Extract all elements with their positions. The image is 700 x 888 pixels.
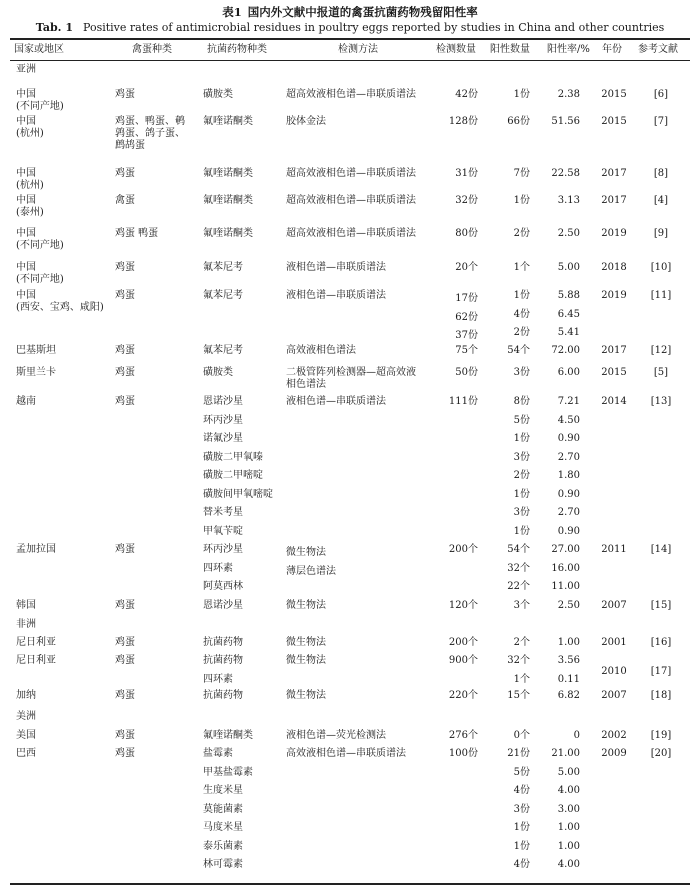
country-cell: 中国 (杭州)	[16, 168, 44, 191]
positive-count-cell: 21份	[507, 748, 530, 759]
reference-cell: [12]	[650, 345, 672, 356]
sample-count-cell: 100份	[448, 748, 478, 759]
section-africa: 非洲	[16, 619, 36, 630]
sample-count-cell: 42份	[455, 89, 478, 100]
country-cell: 巴基斯坦	[16, 345, 56, 356]
year-cell: 2015	[601, 89, 627, 100]
reference-cell: [13]	[650, 396, 672, 407]
positive-count-cell: 1份	[513, 195, 530, 206]
country-cell: 越南	[16, 396, 36, 407]
method-cell: 超高效液相色谱—串联质谱法	[286, 168, 416, 179]
drug-cell: 生度米星	[203, 785, 243, 796]
positive-rate-cell: 3.13	[557, 195, 580, 206]
method-cell: 超高效液相色谱—串联质谱法	[286, 89, 416, 100]
positive-rate-cell: 22.58	[551, 168, 580, 179]
country-cell: 中国 (西安、宝鸡、咸阳)	[16, 290, 104, 313]
reference-cell: [4]	[653, 195, 669, 206]
method-cell: 超高效液相色谱—串联质谱法	[286, 228, 416, 239]
positive-count-cell: 15个	[507, 690, 530, 701]
positive-count-cell: 4份	[513, 859, 530, 870]
reference-cell: [16]	[650, 637, 672, 648]
header-method: 检测方法	[338, 44, 378, 55]
positive-count-cell: 7份	[513, 168, 530, 179]
positive-rate-cell: 72.00	[551, 345, 580, 356]
header-positive-rate: 阳性率/%	[547, 44, 590, 55]
drug-cell: 磺胺类	[203, 89, 233, 100]
drug-cell: 泰乐菌素	[203, 840, 243, 852]
reference-cell: [11]	[650, 290, 672, 301]
method-cell: 二极管阵列检测器—超高效液 相色谱法	[286, 367, 416, 390]
drug-cell: 恩诺沙星	[203, 396, 243, 407]
header-year: 年份	[602, 44, 622, 55]
positive-rate-cell: 2.50	[557, 600, 580, 611]
caption-zh-title: 国内外文献中报道的禽蛋抗菌药物残留阳性率	[247, 5, 478, 19]
country-cell: 孟加拉国	[16, 544, 56, 555]
country-cell: 韩国	[16, 600, 36, 611]
header-egg-type: 禽蛋种类	[132, 44, 172, 55]
year-cell: 2019	[601, 228, 627, 239]
year-cell: 2019	[601, 290, 627, 301]
year-cell: 2018	[601, 262, 627, 273]
year-cell: 2014	[601, 396, 627, 407]
year-cell: 2009	[601, 748, 627, 759]
positive-count-cell: 32个	[507, 562, 530, 574]
egg-type-cell: 鸡蛋	[115, 600, 135, 611]
sample-count-cell: 50份	[455, 367, 478, 378]
positive-rate-cell: 0.90	[557, 525, 580, 537]
bottom-rule	[10, 883, 690, 885]
positive-rate-cell: 21.00	[551, 748, 580, 759]
positive-count-cell: 3份	[513, 803, 530, 815]
positive-count-cell: 0个	[513, 730, 530, 741]
header-reference: 参考文献	[638, 44, 678, 55]
year-cell: 2007	[601, 690, 627, 701]
year-cell: 2015	[601, 116, 627, 127]
positive-rate-cell: 27.00	[551, 544, 580, 555]
positive-rate-cell: 1.00	[557, 822, 580, 833]
drug-cell: 氟喹诺酮类	[203, 730, 253, 741]
drug-cell: 盐霉素	[203, 748, 233, 759]
egg-type-cell: 鸡蛋	[115, 690, 135, 701]
drug-cell: 抗菌药物	[203, 637, 243, 648]
reference-cell: [9]	[653, 228, 669, 239]
method-cell: 微生物法	[286, 637, 326, 648]
positive-count-cell: 1份	[513, 89, 530, 100]
positive-count-cell: 2个	[513, 637, 530, 648]
positive-count-cell: 22个	[507, 581, 530, 592]
egg-type-cell: 禽蛋	[115, 195, 135, 206]
caption-en-title: Positive rates of antimicrobial residues in poultry eggs reported by studies in China and other countries	[82, 21, 665, 34]
positive-rate-cell: 2.70	[557, 451, 580, 463]
drug-cell: 恩诺沙星	[203, 600, 243, 611]
positive-count-cell: 66份	[507, 116, 530, 127]
positive-count-cell: 2份	[513, 470, 530, 481]
year-cell: 2007	[601, 600, 627, 611]
positive-rate-cell: 1.80	[557, 470, 580, 481]
positive-rate-cell: 4.00	[557, 785, 580, 796]
positive-rate-cell: 5.00	[557, 766, 580, 778]
positive-count-cell: 3个	[513, 600, 530, 611]
country-cell: 中国 (泰州)	[16, 195, 44, 218]
positive-rate-cell: 5.88	[557, 290, 580, 301]
sample-count-cell: 200个	[448, 637, 478, 648]
sample-count-cell: 80份	[455, 228, 478, 239]
reference-cell: [14]	[650, 544, 672, 555]
drug-cell: 磺胺类	[203, 367, 233, 378]
sample-count-cell: 31份	[455, 168, 478, 179]
reference-cell: [17]	[650, 666, 672, 677]
section-america: 美洲	[16, 711, 36, 722]
sample-count-cell: 20个	[455, 262, 478, 273]
country-cell: 中国 (杭州)	[16, 116, 44, 139]
positive-rate-cell: 16.00	[551, 562, 580, 574]
positive-count-cell: 4份	[513, 785, 530, 796]
drug-cell: 替米考星	[203, 507, 243, 518]
drug-cell: 氟喹诺酮类	[203, 228, 253, 239]
positive-count-cell: 1份	[513, 488, 530, 500]
sample-count-cell: 276个	[448, 730, 478, 741]
drug-cell: 氟苯尼考	[203, 262, 243, 273]
positive-rate-cell: 2.70	[557, 507, 580, 518]
positive-count-cell: 1份	[513, 840, 530, 852]
positive-count-cell: 54个	[507, 544, 530, 555]
drug-cell: 抗菌药物	[203, 655, 243, 666]
sample-count-cell: 200个	[448, 544, 478, 555]
sample-count-cell: 17份 62份 37份	[455, 293, 478, 341]
method-cell: 超高效液相色谱—串联质谱法	[286, 195, 416, 206]
method-cell: 胶体金法	[286, 116, 326, 127]
drug-cell: 甲基盐霉素	[203, 766, 253, 778]
egg-type-cell: 鸡蛋、鸭蛋、鹌 鹑蛋、鸽子蛋、 鹧鸪蛋	[115, 116, 185, 151]
positive-count-cell: 2份	[513, 327, 530, 338]
sample-count-cell: 220个	[448, 690, 478, 701]
positive-count-cell: 2份	[513, 228, 530, 239]
header-positive-count: 阳性数量	[490, 44, 530, 55]
positive-rate-cell: 0.90	[557, 488, 580, 500]
country-cell: 加纳	[16, 690, 36, 701]
year-cell: 2011	[601, 544, 627, 555]
caption-zh-number: 表1	[222, 5, 242, 19]
sample-count-cell: 75个	[455, 345, 478, 356]
caption-en-number: Tab. 1	[35, 21, 73, 34]
method-cell: 液相色谱—串联质谱法	[286, 262, 386, 273]
drug-cell: 莫能菌素	[203, 803, 243, 815]
method-cell: 液相色谱—荧光检测法	[286, 730, 386, 741]
positive-count-cell: 1份	[513, 433, 530, 444]
drug-cell: 阿莫西林	[203, 581, 243, 592]
reference-cell: [8]	[653, 168, 669, 179]
method-cell: 液相色谱—串联质谱法	[286, 290, 386, 301]
caption-zh	[0, 4, 700, 20]
positive-count-cell: 5份	[513, 414, 530, 426]
positive-count-cell: 3份	[513, 451, 530, 463]
method-cell: 高效液相色谱法	[286, 345, 356, 356]
positive-count-cell: 5份	[513, 766, 530, 778]
drug-cell: 氟喹诺酮类	[203, 116, 253, 127]
positive-rate-cell: 0.90	[557, 433, 580, 444]
positive-rate-cell: 1.00	[557, 637, 580, 648]
country-cell: 中国 (不同产地)	[16, 262, 64, 285]
drug-cell: 林可霉素	[203, 859, 243, 870]
reference-cell: [19]	[650, 730, 672, 741]
positive-count-cell: 3份	[513, 367, 530, 378]
positive-count-cell: 8份	[513, 396, 530, 407]
year-cell: 2001	[601, 637, 627, 648]
reference-cell: [5]	[653, 367, 669, 378]
header-drug-type: 抗菌药物种类	[207, 44, 267, 55]
positive-rate-cell: 7.21	[557, 396, 580, 407]
year-cell: 2002	[601, 730, 627, 741]
drug-cell: 氟喹诺酮类	[203, 168, 253, 179]
drug-cell: 环丙沙星	[203, 414, 243, 426]
positive-count-cell: 3份	[513, 507, 530, 518]
country-cell: 尼日利亚	[16, 655, 56, 666]
method-cell: 微生物法	[286, 655, 326, 666]
positive-count-cell: 1份	[513, 290, 530, 301]
reference-cell: [20]	[650, 748, 672, 759]
reference-cell: [7]	[653, 116, 669, 127]
positive-rate-cell: 3.00	[557, 803, 580, 815]
positive-rate-cell: 3.56	[557, 655, 580, 666]
egg-type-cell: 鸡蛋	[115, 168, 135, 179]
sample-count-cell: 111份	[448, 396, 478, 407]
drug-cell: 诺氟沙星	[203, 433, 243, 444]
positive-rate-cell: 4.50	[557, 414, 580, 426]
positive-count-cell: 1个	[513, 673, 530, 685]
country-cell: 尼日利亚	[16, 637, 56, 648]
egg-type-cell: 鸡蛋 鸭蛋	[115, 228, 159, 239]
drug-cell: 磺胺二甲氧嗪	[203, 451, 263, 463]
egg-type-cell: 鸡蛋	[115, 367, 135, 378]
positive-count-cell: 54个	[507, 345, 530, 356]
year-cell: 2017	[601, 195, 627, 206]
method-cell: 微生物法	[286, 690, 326, 701]
sample-count-cell: 120个	[448, 600, 478, 611]
method-cell: 高效液相色谱—串联质谱法	[286, 748, 406, 759]
egg-type-cell: 鸡蛋	[115, 544, 135, 555]
caption-en	[0, 21, 700, 34]
drug-cell: 抗菌药物	[203, 690, 243, 701]
header-rule	[10, 60, 690, 61]
egg-type-cell: 鸡蛋	[115, 637, 135, 648]
section-asia: 亚洲	[16, 64, 36, 75]
sample-count-cell: 128份	[448, 116, 478, 127]
drug-cell: 甲氧苄啶	[203, 525, 243, 537]
method-cell: 液相色谱—串联质谱法	[286, 396, 386, 407]
egg-type-cell: 鸡蛋	[115, 655, 135, 666]
drug-cell: 四环素	[203, 562, 233, 574]
positive-count-cell: 1个	[513, 262, 530, 273]
drug-cell: 氟苯尼考	[203, 345, 243, 356]
positive-rate-cell: 2.50	[557, 228, 580, 239]
positive-rate-cell: 6.45	[557, 308, 580, 320]
country-cell: 中国 (不同产地)	[16, 228, 64, 251]
reference-cell: [6]	[653, 89, 669, 100]
year-cell: 2017	[601, 345, 627, 356]
positive-rate-cell: 1.00	[557, 840, 580, 852]
positive-rate-cell: 0.11	[557, 673, 580, 685]
year-cell: 2017	[601, 168, 627, 179]
drug-cell: 氟苯尼考	[203, 290, 243, 301]
egg-type-cell: 鸡蛋	[115, 730, 135, 741]
positive-rate-cell: 6.82	[557, 690, 580, 701]
positive-count-cell: 1份	[513, 822, 530, 833]
method-cell: 微生物法 薄层色谱法	[286, 547, 336, 577]
header-sample-count: 检测数量	[436, 44, 476, 55]
drug-cell: 马度米星	[203, 822, 243, 833]
drug-cell: 氟喹诺酮类	[203, 195, 253, 206]
drug-cell: 四环素	[203, 673, 233, 685]
reference-cell: [10]	[650, 262, 672, 273]
positive-rate-cell: 5.00	[557, 262, 580, 273]
positive-rate-cell: 51.56	[551, 116, 580, 127]
positive-rate-cell: 11.00	[551, 581, 580, 592]
drug-cell: 磺胺间甲氧嘧啶	[203, 488, 273, 500]
year-cell: 2010	[601, 666, 627, 677]
egg-type-cell: 鸡蛋	[115, 748, 135, 759]
reference-cell: [18]	[650, 690, 672, 701]
positive-rate-cell: 0	[573, 730, 580, 741]
drug-cell: 环丙沙星	[203, 544, 243, 555]
country-cell: 中国 (不同产地)	[16, 89, 64, 112]
country-cell: 巴西	[16, 748, 36, 759]
header-country: 国家或地区	[14, 44, 64, 55]
positive-rate-cell: 6.00	[557, 367, 580, 378]
egg-type-cell: 鸡蛋	[115, 89, 135, 100]
positive-rate-cell: 2.38	[557, 89, 580, 100]
sample-count-cell: 32份	[455, 195, 478, 206]
reference-cell: [15]	[650, 600, 672, 611]
country-cell: 美国	[16, 730, 36, 741]
egg-type-cell: 鸡蛋	[115, 262, 135, 273]
positive-count-cell: 1份	[513, 525, 530, 537]
country-cell: 斯里兰卡	[16, 367, 56, 378]
positive-rate-cell: 5.41	[557, 327, 580, 338]
egg-type-cell: 鸡蛋	[115, 396, 135, 407]
positive-count-cell: 32个	[507, 655, 530, 666]
egg-type-cell: 鸡蛋	[115, 290, 135, 301]
positive-rate-cell: 4.00	[557, 859, 580, 870]
sample-count-cell: 900个	[448, 655, 478, 666]
method-cell: 微生物法	[286, 600, 326, 611]
egg-type-cell: 鸡蛋	[115, 345, 135, 356]
year-cell: 2015	[601, 367, 627, 378]
drug-cell: 磺胺二甲嘧啶	[203, 470, 263, 481]
positive-count-cell: 4份	[513, 308, 530, 320]
